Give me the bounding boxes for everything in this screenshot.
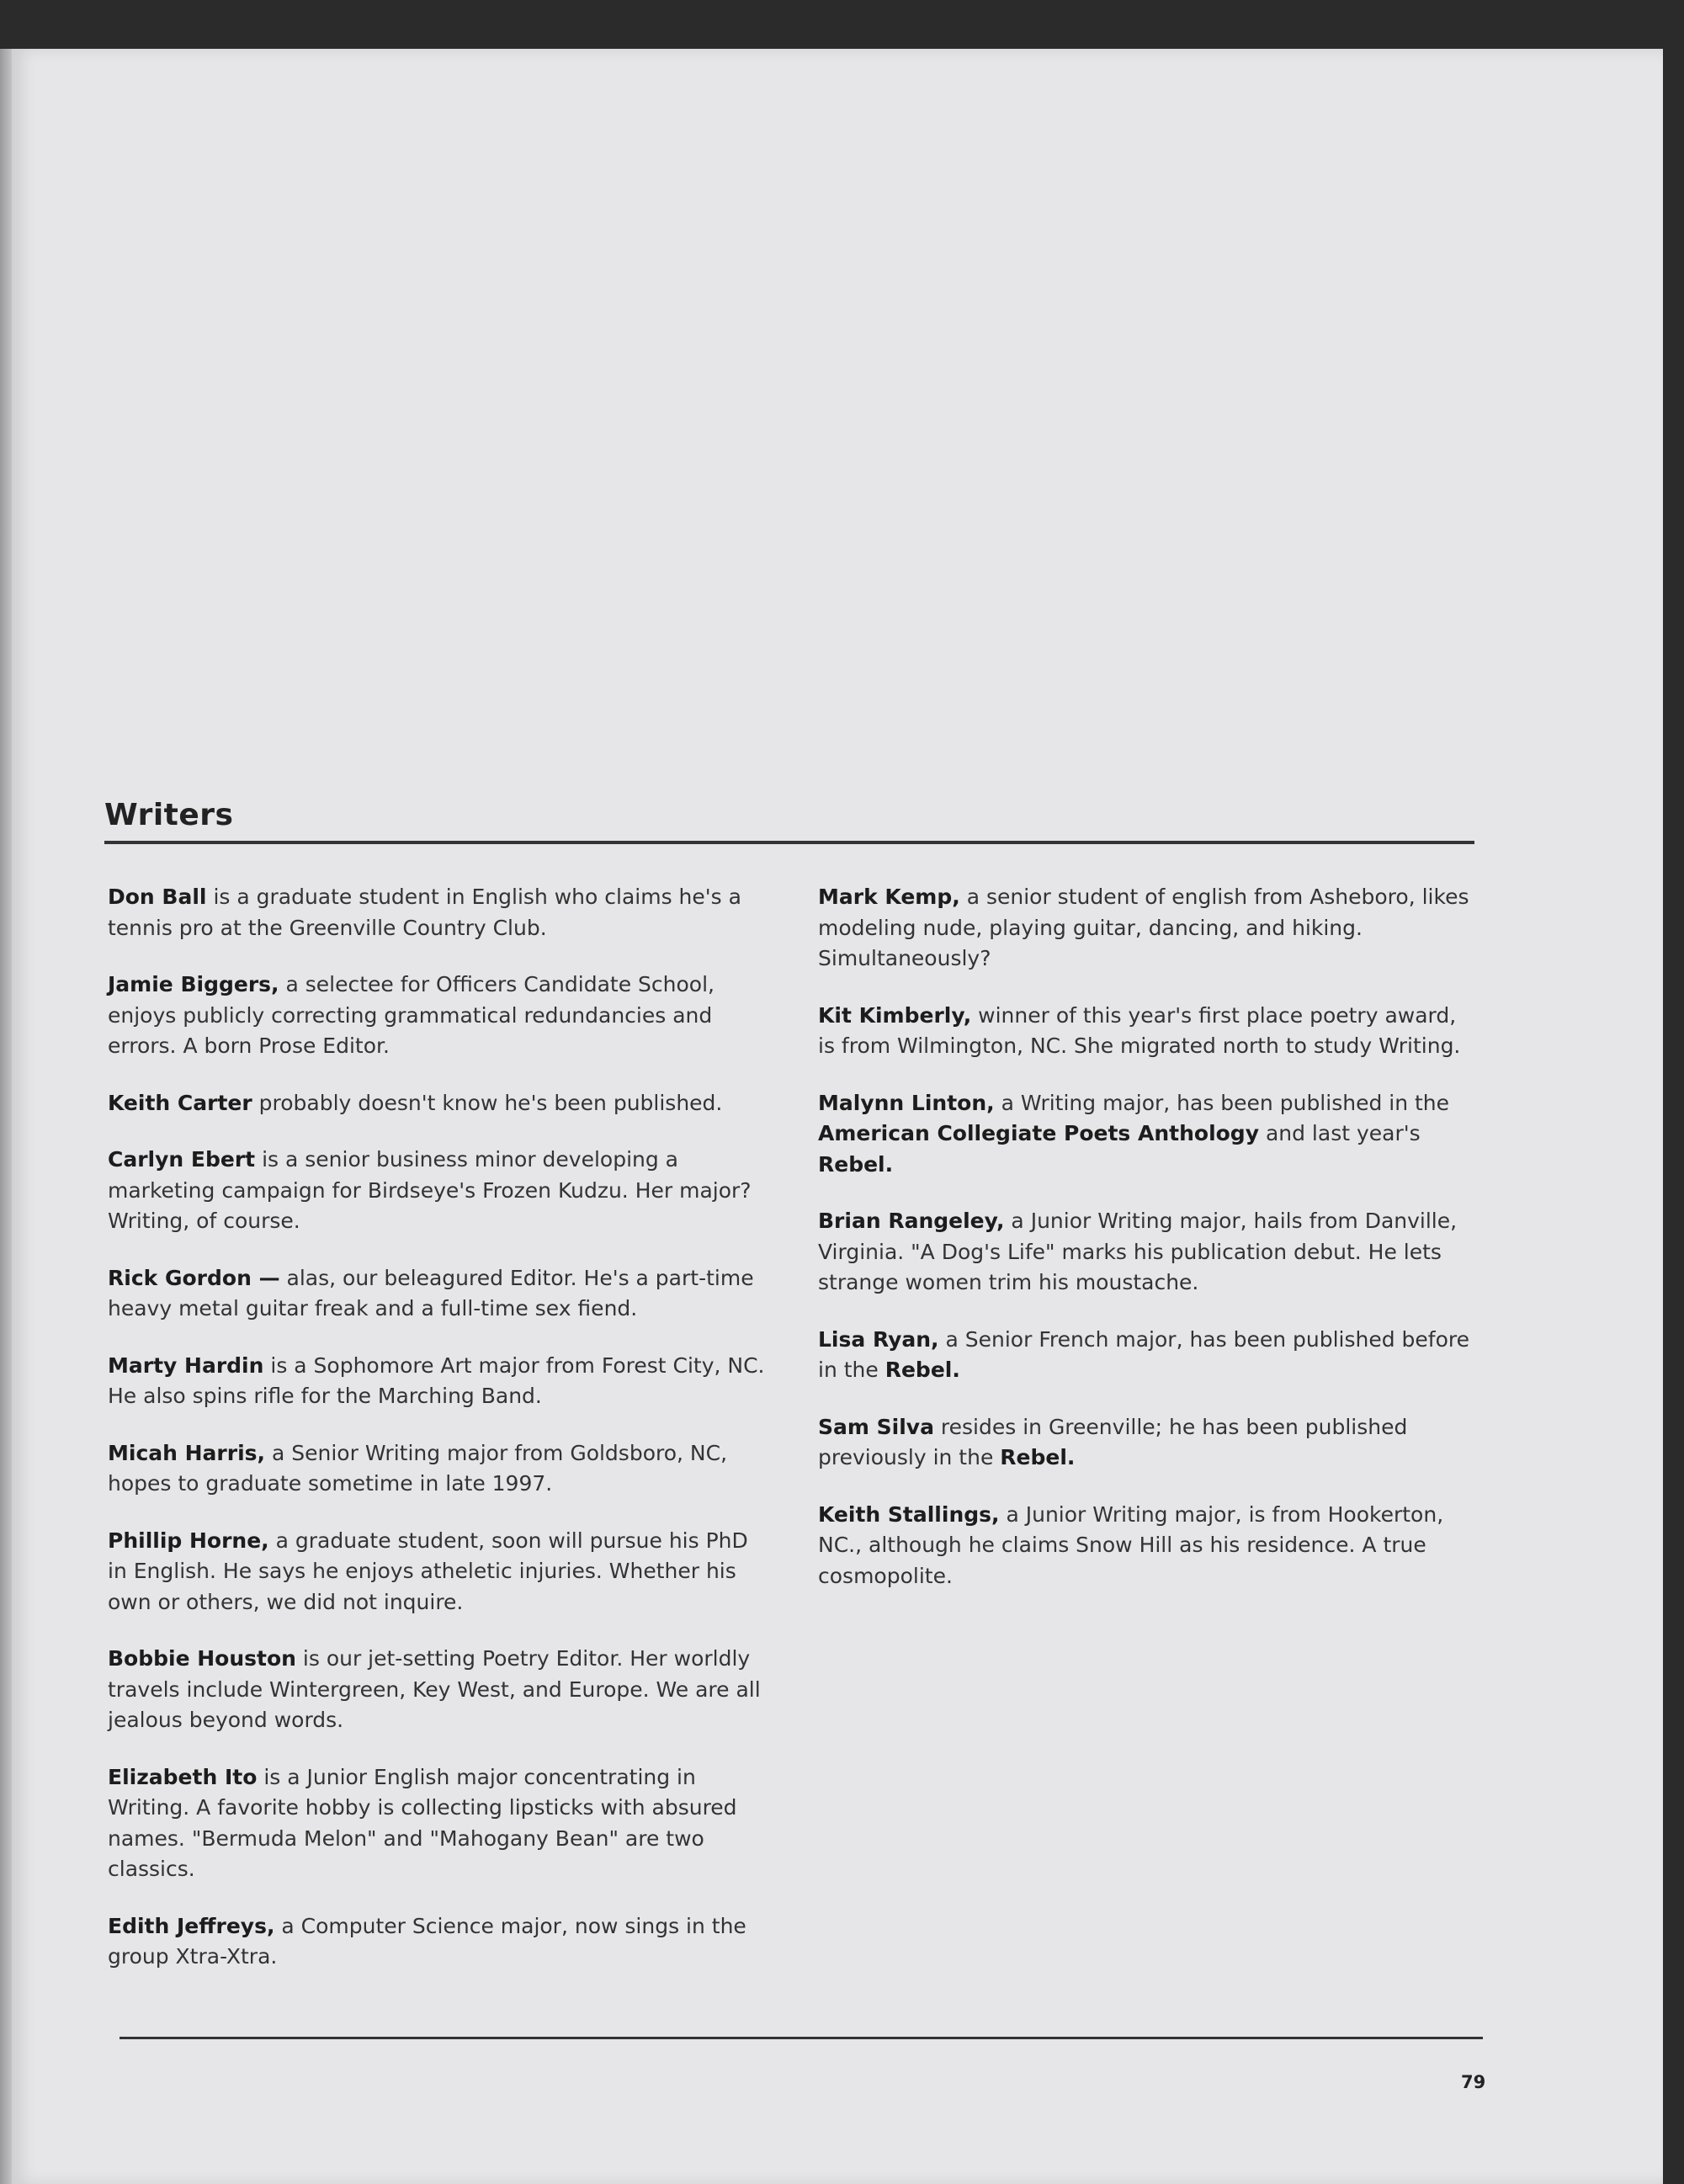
contributor-bio: a senior student of english from Asheboro, likes modeling nude, playing guitar, dancing, and hiking. Simultaneously? [818, 885, 1469, 970]
contributor-name: Edith Jeffreys, [108, 1913, 275, 1938]
contributor-bio: a Junior Writing major, hails from Danville, Virginia. "A Dog's Life" marks his publication debut. He lets strange women trim his moustache. [818, 1209, 1458, 1294]
contributor-name: Sam Silva [818, 1414, 934, 1439]
contributor-bio: a Computer Science major, now sings in the group Xtra-Xtra. [108, 1913, 746, 1969]
page-number: 79 [1461, 2072, 1486, 2092]
publication-title: Rebel. [884, 1358, 960, 1382]
contributor-bio: is our jet-setting Poetry Editor. Her worldly travels include Wintergreen, Key West, and Europe. We are all jealous beyond words. [108, 1646, 761, 1732]
left-column [108, 882, 769, 1999]
contributor-name: Elizabeth Ito [108, 1764, 258, 1789]
contributor-entry [818, 1500, 1474, 1592]
contributor-entry [108, 1911, 769, 1973]
contributor-name: Malynn Linton, [818, 1090, 995, 1115]
contributor-bio: a Senior French major, has been published before in the [818, 1326, 1470, 1382]
contributor-bio: is a graduate student in English who claims he's a tennis pro at the Greenville Country Club. [108, 885, 741, 940]
contributor-entry [818, 882, 1474, 975]
heading-rule [104, 841, 1474, 844]
contributor-name: Kit Kimberly, [818, 1002, 972, 1028]
publication-title: Rebel. [818, 1151, 894, 1177]
contributor-name: Rick Gordon — [108, 1265, 280, 1290]
contributor-bio: winner of this year's first place poetry award, is from Wilmington, NC. She migrated north to study Writing. [818, 1002, 1461, 1058]
contributor-bio: resides in Greenville; he has been published previously in the [818, 1414, 1408, 1469]
contributor-name: Keith Stallings, [818, 1501, 1000, 1527]
footer-rule [120, 2037, 1483, 2039]
contributor-name: Marty Hardin [108, 1352, 264, 1378]
contributor-bio: probably doesn't know he's been published. [252, 1090, 723, 1115]
contributor-entry [818, 1206, 1474, 1299]
section-heading: Writers [104, 798, 234, 832]
contributor-bio: a Writing major, has been published in the [994, 1090, 1450, 1115]
contributor-bio-cont: and last year's [1259, 1121, 1421, 1145]
contributor-entry [108, 1438, 769, 1500]
contributor-entry [108, 1644, 769, 1736]
contributor-name: Micah Harris, [108, 1440, 266, 1465]
contributor-entry [108, 882, 769, 943]
contributor-bio: a Junior Writing major, is from Hookerton, NC., although he claims Snow Hill as his residence. A true cosmopolite. [818, 1501, 1444, 1588]
contributor-bio: alas, our beleagured Editor. He's a part-time heavy metal guitar freak and a full-time sex fiend. [108, 1265, 754, 1320]
contributor-bio: a selectee for Officers Candidate School, enjoys publicly correcting grammatical redundancies and errors. A born Prose Editor. [108, 972, 715, 1058]
contributor-name: Phillip Horne, [108, 1528, 269, 1553]
contributor-name: Lisa Ryan, [818, 1326, 939, 1352]
contributor-bio: a Senior Writing major from Goldsboro, NC, hopes to graduate sometime in late 1997. [108, 1440, 728, 1496]
contributor-entry [818, 1001, 1474, 1062]
contributor-bio: a graduate student, soon will pursue his PhD in English. He says he enjoys atheletic injuries. Whether his own or others, we did not inquire. [108, 1528, 748, 1614]
contributor-name: Mark Kemp, [818, 885, 960, 909]
contributor-name: Jamie Biggers, [108, 972, 279, 996]
contributor-entry [818, 1412, 1474, 1474]
contributor-name: Don Ball [108, 885, 207, 909]
contributor-name: Carlyn Ebert [108, 1147, 256, 1172]
contributor-entry [108, 1526, 769, 1618]
contributor-entry [108, 1263, 769, 1325]
contributor-bio: is a Sophomore Art major from Forest City, NC. He also spins rifle for the Marching Band. [108, 1352, 765, 1408]
contributor-name: Brian Rangeley, [818, 1209, 1005, 1233]
contributor-entry [108, 1762, 769, 1885]
contributor-bio: is a Junior English major concentrating in Writing. A favorite hobby is collecting lipsticks with absured names. "Bermuda Melon" and "Mahogany Bean" are two classics. [108, 1764, 737, 1881]
contributor-name: Keith Carter [108, 1090, 252, 1115]
right-column [818, 882, 1474, 1618]
contributor-entry [818, 1088, 1474, 1181]
contributor-bio: is a senior business minor developing a marketing campaign for Birdseye's Frozen Kudzu. Her major? Writing, of course. [108, 1147, 752, 1233]
contributor-entry [108, 970, 769, 1062]
contributor-entry [108, 1088, 769, 1119]
publication-title: Rebel. [1000, 1445, 1076, 1469]
contributor-entry [108, 1351, 769, 1412]
contributor-entry [108, 1145, 769, 1237]
contributor-name: Bobbie Houston [108, 1646, 296, 1671]
contributor-entry [818, 1325, 1474, 1386]
publication-title: American Collegiate Poets Anthology [818, 1121, 1259, 1145]
